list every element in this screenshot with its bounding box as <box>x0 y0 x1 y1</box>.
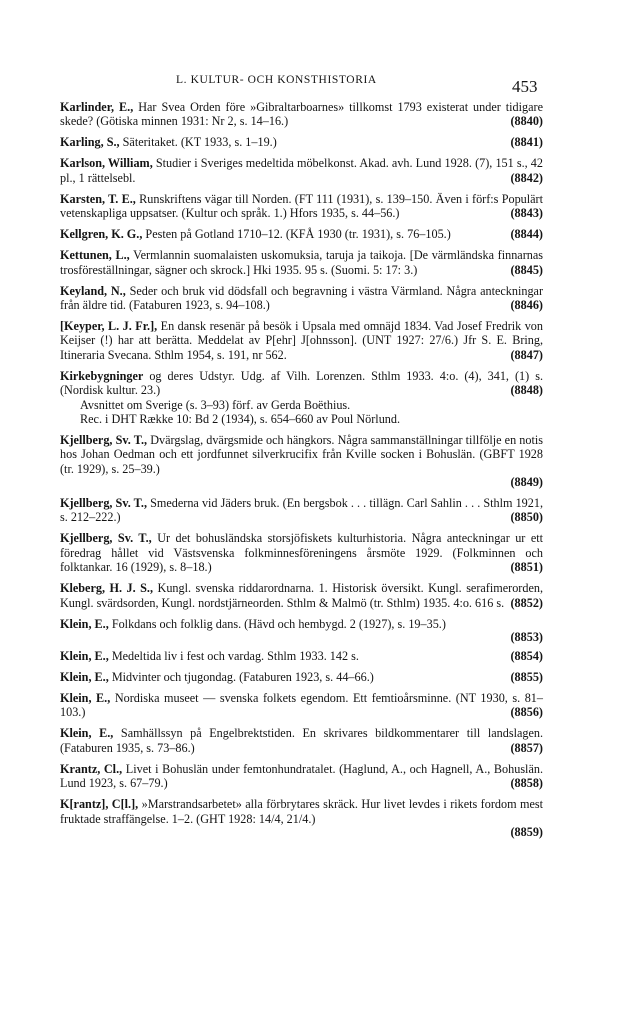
entry-text: Kungl. svenska riddarordnarna. 1. Historisk översikt. Kungl. serafimerorden, Kungl. svärdsorden, Kungl. nordstjärneorden. Sthlm & Malmö (tr. Sthlm) 1935. 4:o. 616 s. <box>60 581 543 610</box>
entry-number: (8859) <box>510 824 543 839</box>
list-item <box>60 726 543 755</box>
entry-number: (8854) <box>510 648 543 663</box>
entry-text: Vermlannin suomalaisten uskomuksia, taruja ja taikoja. [De värmländska finnarnas trosföreställningar, sägner och skrock.] Hki 1935. 95 s. (Suomi. 5: 17: 3.) <box>60 248 544 277</box>
list-item <box>60 496 543 525</box>
entry-number: (8847) <box>510 347 543 362</box>
entry-text: og deres Udstyr. Udg. af Vilh. Lorenzen. Sthlm 1933. 4:o. (4), 341, (1) s. (Nordisk kultur. 23.) <box>60 368 544 398</box>
entry-note: Avsnittet om Sverige (s. 3–93) förf. av Gerda Boëthius. <box>80 397 351 412</box>
entry-number: (8849) <box>510 475 543 490</box>
entry-text: Smederna vid Jäders bruk. (En bergsbok . . . tillägn. Carl Sahlin . . . Sthlm 1921, s. 212–222.) <box>60 495 543 525</box>
list-item <box>60 762 543 791</box>
entry-text: Pesten på Gotland 1710–12. (KFÅ 1930 (tr. 1931), s. 76–105.) <box>145 227 451 242</box>
entry-number: (8855) <box>510 669 543 684</box>
entry-number: (8857) <box>510 740 543 755</box>
entry-number: (8856) <box>510 705 543 720</box>
entry-author: Karsten, T. E., <box>60 191 136 206</box>
entry-author: Kjellberg, Sv. T., <box>60 433 148 448</box>
entry-number: (8841) <box>510 135 543 150</box>
entry-number: (8840) <box>510 114 543 129</box>
list-item <box>60 369 543 427</box>
entry-author: Klein, E., <box>60 648 109 663</box>
entry-number: (8850) <box>510 510 543 525</box>
list-item <box>60 617 543 644</box>
entry-number: (8851) <box>510 560 543 575</box>
entry-text: Nordiska museet — svenska folkets egendom. Ett femtioårsminne. (NT 1930, s. 81–103.) <box>60 690 543 720</box>
entry-text: Midvinter och tjugondag. (Fataburen 1923, s. 44–66.) <box>111 669 374 684</box>
list-item <box>60 156 543 185</box>
entry-author: K[rantz], C[l.], <box>60 797 139 812</box>
entry-author: Kjellberg, Sv. T., <box>60 531 152 546</box>
entry-text: Har Svea Orden före »Gibraltarboarnes» tillkomst 1793 existerat under tidigare skede? (Götiska minnen 1931: Nr 2, s. 14–16.) <box>60 100 543 129</box>
list-item <box>60 433 543 489</box>
entry-text: Folkdans och folklig dans. (Hävd och hembygd. 2 (1927), s. 19–35.) <box>111 616 446 631</box>
entry-text: Samhällssyn på Engelbrektstiden. En skrivares bildkommentarer till landslagen. (Fataburen 1935, s. 73–86.) <box>60 726 544 755</box>
entry-number: (8848) <box>510 383 543 398</box>
entry-author: Kettunen, L., <box>60 248 130 263</box>
entry-author: Klein, E., <box>60 726 114 741</box>
list-item <box>60 192 543 221</box>
entry-text: Runskriftens vägar till Norden. (FT 111 (1931), s. 139–150. Även i förf:s Populärt vetenskapliga uppsatser. (Kultur och språk. 1.) Hfors 1935, s. 44–56.) <box>60 191 544 221</box>
entry-text: Ur det bohusländska storsjöfiskets kulturhistoria. Några anteckningar ur ett föredrag hållet vid Västsvenska folkminnesföreningens årsmöte 1929. (Folkminnen och folktankar. 16 (1929), s. 8–18.) <box>60 531 544 575</box>
entry-note: Rec. i DHT Række 10: Bd 2 (1934), s. 654–660 av Poul Nörlund. <box>80 412 401 427</box>
list-item <box>60 227 543 241</box>
entry-text: Studier i Sveriges medeltida möbelkonst. Akad. avh. Lund 1928. (7), 151 s., 42 pl., 1 rättelsebl. <box>60 156 543 185</box>
entry-author: Klein, E., <box>60 669 109 684</box>
entry-author: Kirkebygninger <box>60 368 144 383</box>
entry-text: En dansk resenär på besök i Upsala med omnäjd 1834. Vad Josef Fredrik von Keijser (!) har att berätta. Meddelat av P[ehr] J[ohnsson]. (UNT 1927: 27/6.) Jfr S. E. Bring, Itineraria Svecana. Sthlm 1954, s. 191, nr 562. <box>60 319 543 362</box>
entry-number: (8858) <box>510 776 543 791</box>
bibliography-entries <box>60 100 543 846</box>
entry-author: Karlinder, E., <box>60 100 134 114</box>
list-item <box>60 649 543 663</box>
entry-author: Karling, S., <box>60 135 120 150</box>
entry-author: Karlson, William, <box>60 156 153 171</box>
page-number: 453 <box>512 77 538 96</box>
entry-author: Klein, E., <box>60 616 109 631</box>
list-item <box>60 670 543 684</box>
list-item <box>60 691 543 720</box>
list-item <box>60 581 543 610</box>
entry-text: Säteritaket. (KT 1933, s. 1–19.) <box>122 135 277 150</box>
entry-author: [Keyper, L. J. Fr.], <box>60 319 158 334</box>
list-item <box>60 319 543 362</box>
list-item <box>60 531 543 574</box>
entry-text: Seder och bruk vid dödsfall och begravning i västra Värmland. Några anteckningar från äldre tid. (Fataburen 1923, s. 94–108.) <box>60 283 544 313</box>
entry-text: Dvärgslag, dvärgsmide och hängkors. Några sammanställningar tillfölje en notis hos Johan Oedman och ett jordfunnet silverkrucifix från Kville socken i Bohuslän. (GBFT 1928 (tr. 1929), s. 25–39.) <box>60 433 544 476</box>
entry-number: (8843) <box>510 206 543 221</box>
entry-number: (8853) <box>510 629 543 644</box>
entry-text: »Marstrandsarbetet» alla förbrytares skräck. Hur livet levdes i rikets fordom mest fruktade straffängelse. 1–2. (GHT 1928: 14/4, 21/4.) <box>60 797 543 826</box>
list-item <box>60 248 543 277</box>
running-title: L. KULTUR- OCH KONSTHISTORIA <box>176 74 377 86</box>
entry-author: Klein, E., <box>60 690 111 705</box>
entry-number: (8852) <box>510 595 543 610</box>
entry-number: (8846) <box>510 298 543 313</box>
entry-author: Keyland, N., <box>60 283 126 298</box>
entry-author: Kleberg, H. J. S., <box>60 581 154 596</box>
entry-number: (8845) <box>510 262 543 277</box>
entry-author: Kellgren, K. G., <box>60 227 143 242</box>
entry-text: Livet i Bohuslän under femtonhundratalet. (Haglund, A., och Hagnell, A., Bohuslän. Lund 1923, s. 67–79.) <box>60 761 543 791</box>
list-item <box>60 284 543 313</box>
entry-number: (8842) <box>510 170 543 185</box>
list-item <box>60 797 543 839</box>
entry-text: Medeltida liv i fest och vardag. Sthlm 1933. 142 s. <box>111 648 359 663</box>
list-item <box>60 135 543 149</box>
entry-author: Kjellberg, Sv. T., <box>60 495 147 510</box>
entry-number: (8844) <box>510 227 543 242</box>
entry-author: Krantz, Cl., <box>60 761 123 776</box>
list-item <box>60 100 543 129</box>
